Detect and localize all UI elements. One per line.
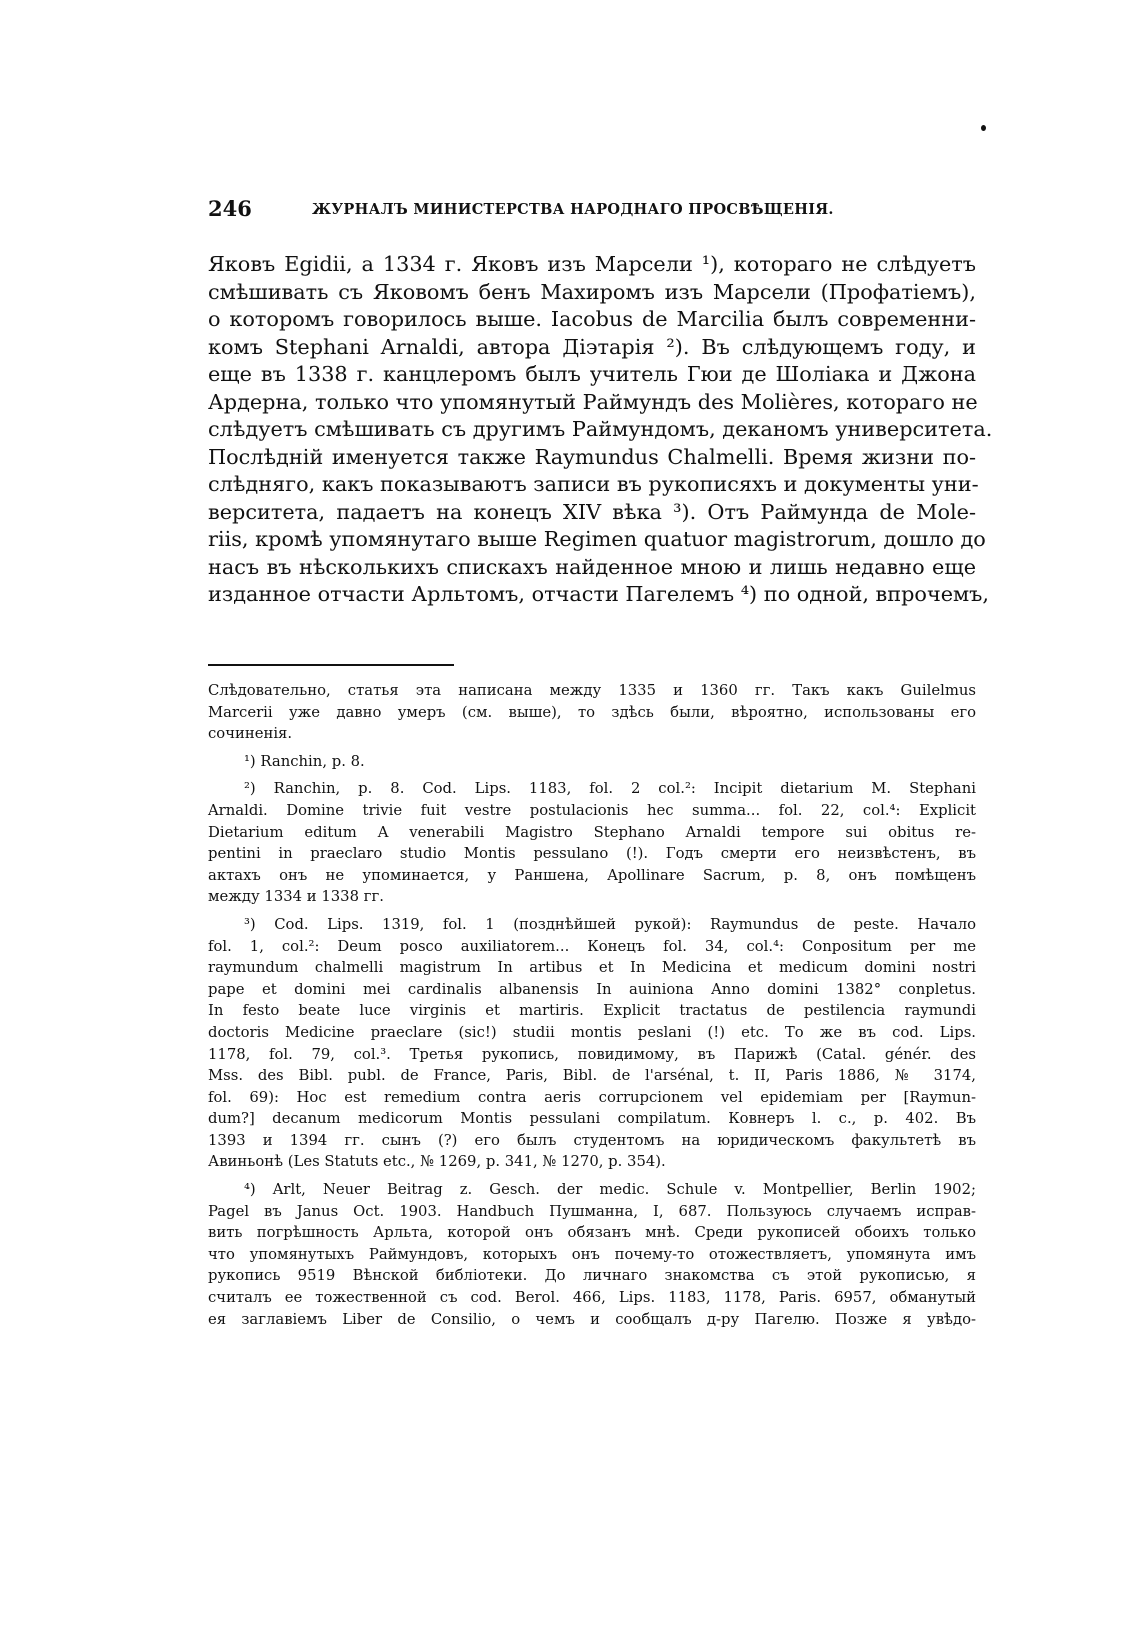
footnote-line: что упомянутыхъ Раймундовъ, которыхъ онъ почему-то отожествляетъ, упомянута имъ	[208, 1245, 976, 1263]
footnote-line: fol. 69): Hoc est remedium contra aeris corrupcionem vel epidemiam per [Raymun-	[208, 1088, 976, 1106]
body-line: изданное отчасти Арльтомъ, отчасти Пагелемъ ⁴) по одной, впрочемъ,	[208, 582, 990, 606]
footnote-line: ³) Cod. Lips. 1319, fol. 1 (позднѣйшей рукой): Raymundus de peste. Начало	[244, 915, 976, 933]
body-line: комъ Stephani Arnaldi, автора Діэтарія ²). Въ слѣдующемъ году, и	[208, 334, 976, 359]
running-title: ЖУРНАЛЪ МИНИСТЕРСТВА НАРОДНАГО ПРОСВѢЩЕНІЯ.	[312, 201, 834, 218]
page-header	[208, 196, 868, 230]
body-line: еще въ 1338 г. канцлеромъ былъ учитель Гюи де Шоліака и Джона	[208, 362, 976, 386]
footnote-line: Arnaldi. Domine trivie fuit vestre postulacionis hec summa... fol. 22, col.⁴: Explicit	[208, 801, 976, 819]
page-number: 246	[208, 196, 252, 221]
body-line: riis, кромѣ упомянутаго выше Regimen quatuor magistrorum, дошло до	[208, 527, 986, 551]
footnote-line: 1178, fol. 79, col.³. Третья рукопись, повидимому, въ Парижѣ (Catal. génér. des	[208, 1045, 976, 1063]
body-line: Яковъ Egidii, а 1334 г. Яковъ изъ Марсели ¹), котораго не слѣдуетъ	[208, 252, 976, 276]
body-line: слѣдняго, какъ показываютъ записи въ рукописяхъ и документы уни-	[208, 472, 979, 496]
footnote-line: Pagel въ Janus Oct. 1903. Handbuch Пушманна, I, 687. Пользуюсь случаемъ исправ-	[208, 1202, 976, 1220]
footnote-line: Авиньонѣ (Les Statuts etc., № 1269, p. 341, № 1270, p. 354).	[208, 1153, 666, 1171]
body-line: слѣдуетъ смѣшивать съ другимъ Раймундомъ, деканомъ университета.	[208, 417, 993, 441]
body-line: о которомъ говорилось выше. Iacobus de Marcilia былъ современни-	[208, 307, 976, 331]
footnote-line: ²) Ranchin, p. 8. Cod. Lips. 1183, fol. 2 col.²: Incipit dietarium M. Stephani	[244, 780, 976, 798]
body-line: смѣшивать съ Яковомъ бенъ Махиромъ изъ Марсели (Профатіемъ),	[208, 279, 976, 304]
footnote-continued	[208, 680, 976, 745]
footnote-line: raymundum chalmelli magistrum In artibus et In Medicina et medicum domini nostri	[208, 959, 976, 977]
body-line: насъ въ нѣсколькихъ спискахъ найденное мною и лишь недавно еще	[208, 554, 976, 579]
footnotes	[208, 680, 976, 1330]
footnote-line: pape et domini mei cardinalis albanensis In auiniona Anno domini 1382° conpletus.	[208, 980, 976, 998]
footnote-line: In festo beate luce virginis et martiris. Explicit tractatus de pestilencia raymundi	[208, 1002, 976, 1020]
body-line: Ардерна, только что упомянутый Раймундъ des Molières, котораго не	[208, 389, 978, 414]
footnote-line: Marcerii уже давно умеръ (см. выше), то здѣсь были, вѣроятно, использованы его	[208, 703, 976, 721]
footnote-line: сочиненія.	[208, 725, 293, 743]
footnote-line: ¹) Ranchin, p. 8.	[244, 752, 365, 770]
footnote-3	[208, 914, 976, 1173]
footnote-4	[208, 1179, 976, 1330]
footnote-line: fol. 1, col.²: Deum posco auxiliatorem... Конецъ fol. 34, col.⁴: Conpositum per me	[208, 937, 976, 955]
body-line: верситета, падаетъ на конецъ XIV вѣка ³). Отъ Раймунда de Mole-	[208, 499, 976, 524]
footnote-line: считалъ ее тожественной съ cod. Berol. 466, Lips. 1183, 1178, Paris. 6957, обманутый	[208, 1289, 976, 1307]
footnote-line: ея заглавіемъ Liber de Consilio, о чемъ и сообщалъ д-ру Пагелю. Позже я увѣдо-	[208, 1310, 976, 1328]
footnote-line: Слѣдовательно, статья эта написана между 1335 и 1360 гг. Такъ какъ Guilelmus	[208, 682, 976, 699]
footnote-line: между 1334 и 1338 гг.	[208, 888, 384, 906]
footnote-1	[208, 751, 976, 773]
body-text	[208, 251, 993, 609]
speck-mark	[981, 125, 986, 131]
footnote-line: doctoris Medicine praeclare (sic!) studii montis peslani (!) etc. То же въ cod. Lips.	[208, 1023, 976, 1041]
footnote-line: ⁴) Arlt, Neuer Beitrag z. Gesch. der medic. Schule v. Montpellier, Berlin 1902;	[244, 1181, 976, 1199]
footnote-line: Dietarium editum A venerabili Magistro Stephano Arnaldi tempore sui obitus re-	[208, 823, 976, 841]
footnote-line: Mss. des Bibl. publ. de France, Paris, Bibl. de l'arsénal, t. II, Paris 1886, № 3174,	[208, 1067, 976, 1085]
footnote-line: рукопись 9519 Вѣнской библіотеки. До личнаго знакомства съ этой рукописью, я	[208, 1267, 976, 1285]
footnote-divider	[208, 664, 454, 666]
footnote-line: dum?] decanum medicorum Montis pessulani compilatum. Ковнеръ l. c., p. 402. Въ	[208, 1110, 976, 1128]
footnote-line: вить погрѣшность Арльта, которой онъ обязанъ мнѣ. Среди рукописей обоихъ только	[208, 1224, 976, 1242]
footnote-line: 1393 и 1394 гг. сынъ (?) его былъ студентомъ на юридическомъ факультетѣ въ	[208, 1131, 976, 1149]
footnote-line: актахъ онъ не упоминается, у Раншена, Apollinare Sacrum, p. 8, онъ помѣщенъ	[208, 866, 976, 884]
footnote-line: pentini in praeclaro studio Montis pessulano (!). Годъ смерти его неизвѣстенъ, въ	[208, 845, 976, 863]
body-line: Послѣдній именуется также Raymundus Chalmelli. Время жизни по-	[208, 444, 976, 469]
footnote-2	[208, 778, 976, 908]
